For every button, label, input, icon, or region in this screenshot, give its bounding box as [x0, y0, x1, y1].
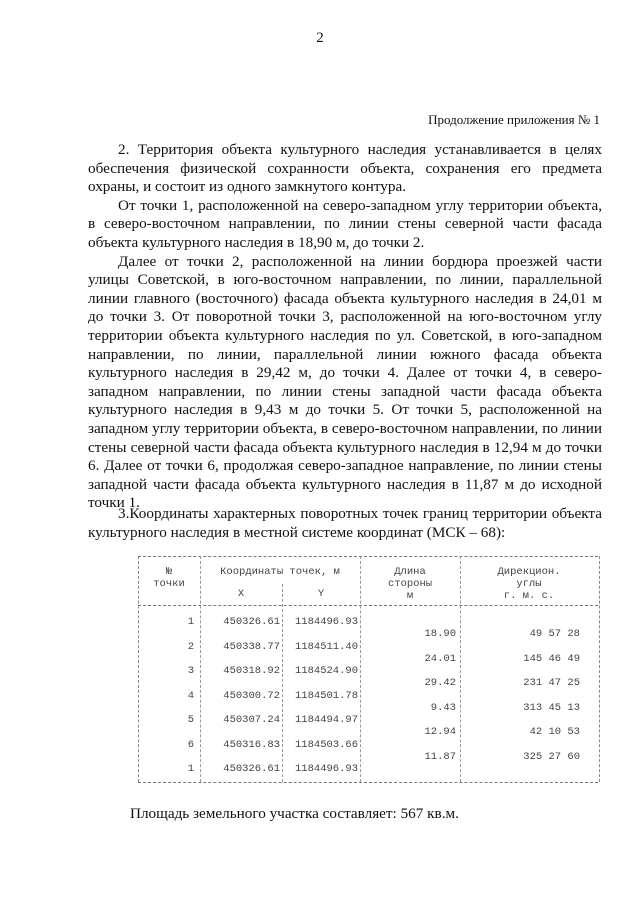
direction-angle: 145 46 49: [523, 652, 580, 665]
direction-angle: 325 27 60: [523, 750, 580, 763]
direction-angle: 42 10 53: [529, 726, 580, 739]
side-length: 11.87: [424, 750, 456, 763]
header-direction-angle: Дирекцион. углы г. м. с.: [497, 566, 561, 602]
coord-y: 1184496.93: [294, 616, 358, 628]
coord-x: 450338.77: [223, 640, 280, 653]
header-coordinates: Координаты точек, м: [220, 566, 340, 578]
paragraph: Далее от точки 2, расположенной на линии бордюра проезжей части улицы Советской, в юго-восточном направлении, по линии, параллельной линии главного (восточного) фасада объекта культурного наследия в 24,01 м до точки 3. От поворотной точки 3, расположенной на юго-восточном углу территории объекта культурного наследия по ул. Советской, в юго-западном направлении, по линии, параллельной линии южного фасада объекта культурного наследия в 29,42 м, до точки 4. Далее от точки 4, в северо-западном направлении, по линии стены западной части фасада объекта культурного наследия в 9,43 м до точки 5. От точки 5, расположенной на западном углу территории объекта, в северо-восточном направлении, по линии стены северной части фасада объекта культурного наследия в 12,94 м до точки 6. Далее от точки 6, продолжая северо-западное направление, по линии стены западной части фасада объекта культурного наследия в 11,87 м до исходной точки 1.: [88, 252, 602, 512]
point-number: 5: [187, 714, 194, 727]
coord-x: 450300.72: [223, 689, 280, 702]
coord-y: 1184494.97: [294, 714, 358, 727]
coord-x: 450326.61: [223, 763, 280, 776]
continuation-label: Продолжение приложения № 1: [428, 112, 600, 127]
direction-angle: 49 57 28: [529, 628, 580, 641]
col-divider: [282, 584, 283, 782]
table-border-top: [138, 556, 598, 557]
coord-y: 1184503.66: [294, 738, 358, 751]
page-number: 2: [316, 30, 324, 46]
point-number: 6: [187, 738, 194, 751]
point-number: 4: [187, 689, 194, 702]
coord-x: 450326.61: [223, 616, 280, 628]
section-3-heading: [88, 505, 602, 542]
paragraph: От точки 1, расположенной на северо-западном углу территории объекта, в северо-восточном направлении, по линии стены северной части фасада объекта культурного наследия в 18,90 м, до точки 2.: [88, 196, 602, 251]
coordinates-table: [138, 556, 600, 784]
side-length: 29.42: [424, 677, 456, 690]
coord-y: 1184501.78: [294, 689, 358, 702]
table-border-bottom: [138, 782, 598, 783]
coord-x: 450307.24: [223, 714, 280, 727]
header-x: X: [237, 588, 245, 600]
header-point-no: № точки: [153, 566, 185, 590]
coord-x: 450316.83: [223, 738, 280, 751]
header-y: Y: [317, 588, 325, 600]
coord-y: 1184496.93: [294, 763, 358, 776]
section-2-text: [88, 141, 602, 513]
side-length: 24.01: [424, 652, 456, 665]
point-number: 3: [187, 665, 194, 678]
paragraph: 2. Территория объекта культурного наследия устанавливается в целях обеспечения физической сохранности объекта, сохранения его предмета охраны, и состоит из одного замкнутого контура.: [88, 141, 602, 196]
direction-angle: 231 47 25: [523, 677, 580, 690]
point-number: 1: [187, 763, 194, 776]
header-side-length: Длина стороны м: [387, 566, 433, 602]
coord-x: 450318.92: [223, 665, 280, 678]
point-number: 2: [187, 640, 194, 653]
point-number: 1: [187, 616, 194, 628]
area-statement: Площадь земельного участка составляет: 567 кв.м.: [130, 805, 459, 822]
direction-angle: 313 45 13: [523, 701, 580, 714]
side-length: 9.43: [430, 701, 456, 714]
coord-y: 1184524.90: [294, 665, 358, 678]
side-length: 18.90: [424, 628, 456, 641]
table-header-divider: [138, 605, 598, 606]
coord-y: 1184511.40: [294, 640, 358, 653]
side-length: 12.94: [424, 726, 456, 739]
section-3-heading-text: 3.Координаты характерных поворотных точек границ территории объекта культурного наследия в местной системе координат (МСК – 68):: [88, 505, 602, 541]
